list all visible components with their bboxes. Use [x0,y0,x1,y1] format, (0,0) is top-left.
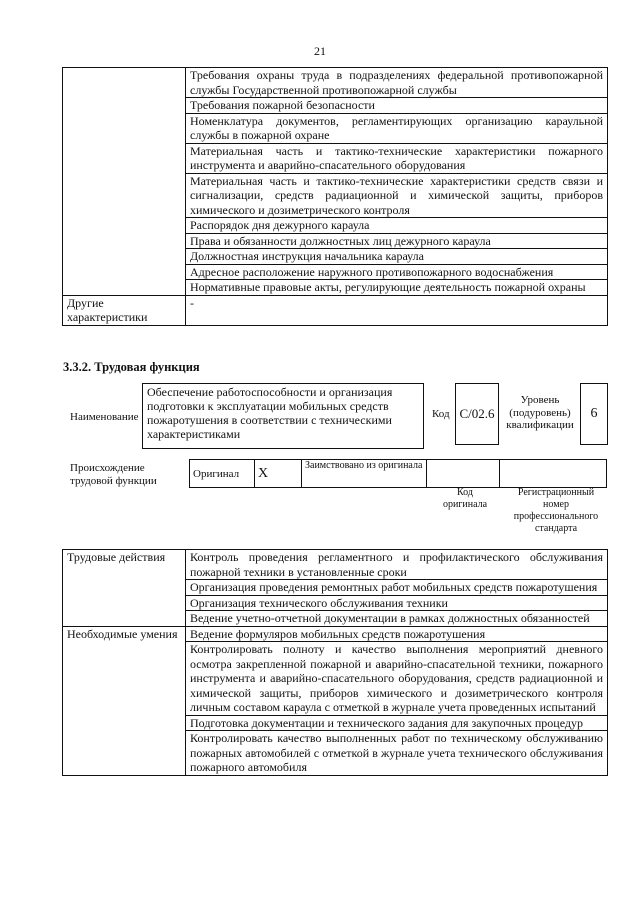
action-item: Ведение учетно-отчетной документации в рамках должностных обязанностей [186,611,608,627]
function-code: C/02.6 [455,383,499,445]
qualification-level: 6 [580,383,608,445]
knowledge-item: Адресное расположение наружного противопожарного водоснабжения [186,264,608,280]
level-label: Уровень (подуровень) квалификации [506,394,574,431]
knowledge-item: Права и обязанности должностных лиц дежурного караула [186,233,608,249]
skills-label: Необходимые умения [63,626,186,775]
knowledge-item: Нормативные правовые акты, регулирующие деятельность пожарной охраны [186,280,608,296]
knowledge-item: Требования охраны труда в подразделениях федеральной противопожарной службы Государственной противопожарной службы [186,68,608,98]
action-item: Организация технического обслуживания техники [186,595,608,611]
knowledge-item: Должностная инструкция начальника караула [186,249,608,265]
origin-table [189,459,607,488]
section-heading: 3.3.2. Трудовая функция [63,360,200,374]
knowledge-item: Номенклатура документов, регламентирующих организацию караульной службы в пожарной охране [186,113,608,143]
original-code-cell [427,460,500,488]
other-characteristics-label: Другие характеристики [63,295,186,325]
knowledge-item: Распорядок дня дежурного караула [186,218,608,234]
knowledge-item: Материальная часть и тактико-технические характеристики средств связи и сигнализации, средств радиационной и химической защиты, приборов химического и дозиметрического контроля [186,173,608,218]
skill-item: Ведение формуляров мобильных средств пожаротушения [186,626,608,642]
action-item: Контроль проведения регламентного и профилактического обслуживания пожарной техники в установленные сроки [186,550,608,580]
action-item: Организация проведения ремонтных работ мобильных средств пожаротушения [186,580,608,596]
borrowed-label: Заимствовано из оригинала [302,460,427,488]
page-number: 21 [314,44,326,58]
code-label: Код [432,408,450,420]
skill-item: Контролировать полноту и качество выполнения мероприятий дневного осмотра закрепленной пожарной и аварийно-спасательной техники, пожарного инструмента и аварийно-спасательного оборудования, средств радиационной и химической защиты, приборов химического и дозиметрического контроля личным составом караула с отметкой в журнале учета проведенных испытаний [186,642,608,716]
actions-label: Трудовые действия [63,550,186,627]
actions-skills-table [62,549,608,776]
reg-caption: Регистрационный номер профессионального стандарта [513,487,599,534]
function-name: Обеспечение работоспособности и организация подготовки к эксплуатации мобильных средств пожаротушения в соответствии с техническими характеристиками [142,383,424,449]
code-caption: Код оригинала [442,487,488,510]
origin-label: Происхождение трудовой функции [70,462,157,487]
other-characteristics-value: - [186,295,608,325]
knowledge-table [62,67,608,326]
reg-number-cell [500,460,607,488]
skill-item: Контролировать качество выполненных работ по техническому обслуживанию пожарных автомобилей с отметкой в журнале учета технического обслуживания пожарного автомобиля [186,731,608,776]
skill-item: Подготовка документации и технического задания для закупочных процедур [186,715,608,731]
original-mark: X [255,460,302,488]
knowledge-label-cell [63,68,186,296]
knowledge-item: Требования пожарной безопасности [186,98,608,114]
knowledge-item: Материальная часть и тактико-технические характеристики пожарного инструмента и аварийно-спасательного оборудования [186,143,608,173]
original-label: Оригинал [190,460,255,488]
name-label: Наименование [70,411,139,423]
